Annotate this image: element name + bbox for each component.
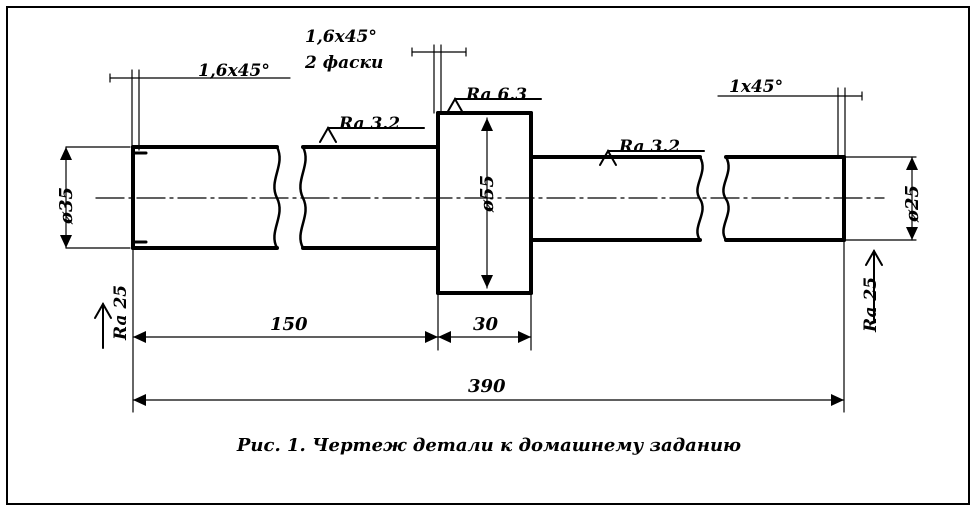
chamfer-left-label: 1,6x45° — [198, 61, 270, 81]
roughness-ra25-left-label: Ra 25 — [111, 284, 131, 340]
diameter-middle-label: ø55 — [477, 174, 498, 212]
chamfer-right-label: 1x45° — [729, 77, 784, 97]
dimension-390-label: 390 — [468, 376, 506, 397]
dimension-150-label: 150 — [270, 314, 308, 335]
roughness-ra63-label: Ra 6.3 — [466, 85, 528, 105]
roughness-ra32-right-label: Ra 3.2 — [619, 137, 681, 157]
figure-caption: Рис. 1. Чертеж детали к домашнему заданию — [236, 435, 742, 456]
diameter-right-label: ø25 — [902, 184, 923, 222]
chamfer-mid-label-line2: 2 фаски — [305, 53, 384, 73]
roughness-ra25-right-label: Ra 25 — [861, 276, 881, 332]
roughness-ra32-left-label: Ra 3.2 — [339, 114, 401, 134]
diameter-left-label: ø35 — [56, 186, 77, 224]
dimension-30-label: 30 — [473, 314, 499, 335]
chamfer-mid-label-line1: 1,6x45° — [305, 27, 377, 47]
